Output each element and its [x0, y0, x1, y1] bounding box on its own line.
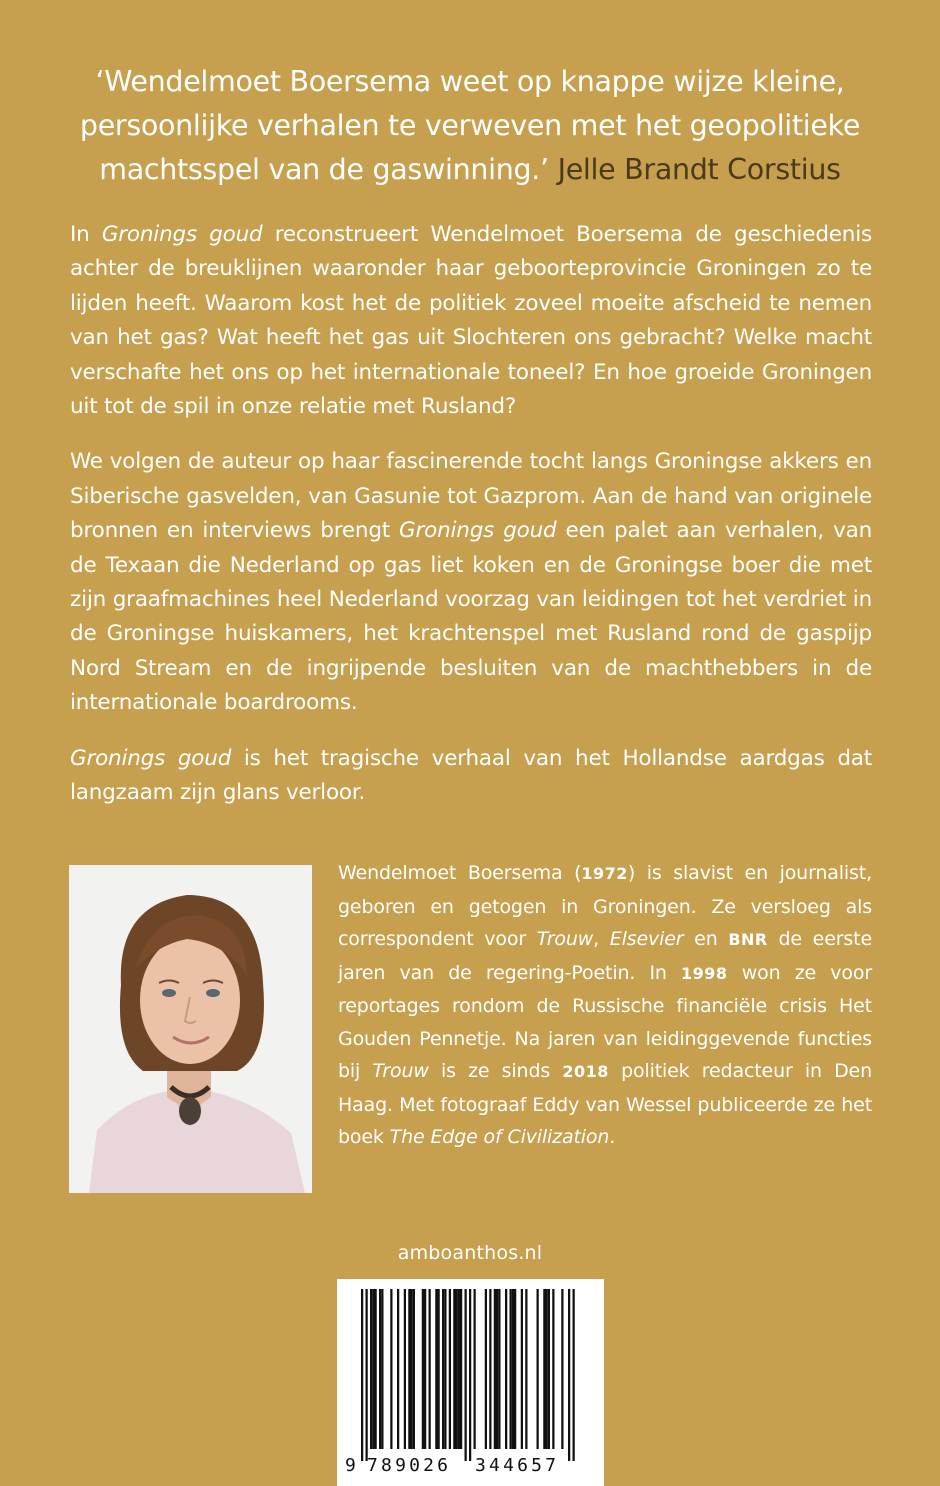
author-bio: [338, 857, 872, 1154]
barcode-bar: [546, 1289, 548, 1449]
barcode-guard-bar: [469, 1289, 471, 1461]
barcode-bar: [525, 1289, 527, 1449]
barcode-bar: [390, 1289, 392, 1449]
blurb-paragraph-3: [70, 742, 872, 811]
barcode-bar: [438, 1289, 440, 1449]
bio-text: ,: [593, 928, 610, 950]
blurb-paragraph-2: [70, 445, 872, 720]
barcode-guard-bar: [573, 1289, 575, 1461]
barcode-bar: [494, 1289, 496, 1449]
publication-trouw: Trouw: [536, 928, 594, 950]
isbn-barcode: [337, 1279, 604, 1486]
bio-text: is ze sinds: [428, 1060, 563, 1082]
isbn-first-digit: 9: [345, 1455, 357, 1476]
barcode-guard-bar: [465, 1289, 467, 1461]
barcode-bar: [422, 1289, 424, 1449]
publication-trouw: Trouw: [372, 1060, 429, 1082]
publisher-website: amboanthos.nl: [397, 1242, 543, 1264]
barcode-bar: [496, 1289, 498, 1449]
barcode-bar: [375, 1289, 377, 1449]
bio-paragraph: [338, 857, 872, 1154]
barcode-guard-bar: [366, 1289, 368, 1461]
barcode-bar: [543, 1289, 545, 1449]
quote-attribution: Jelle Brandt Corstius: [557, 153, 841, 186]
barcode-bar: [429, 1289, 431, 1449]
barcode-bar: [397, 1289, 399, 1449]
blurb-text: is het tragische verhaal van het Hollandse aardgas dat langzaam zijn glans verloor.: [70, 745, 872, 806]
author-photo: [69, 865, 312, 1193]
barcode-guard-bar: [568, 1289, 570, 1461]
barcode-bar: [548, 1289, 550, 1449]
bio-text: won ze voor reportages rondom de Russische financiële crisis Het Gouden Pennetje. Na jaren van leidinggevende functies bij: [338, 961, 872, 1082]
barcode-bar: [514, 1289, 516, 1449]
book-title: Gronings goud: [70, 745, 232, 771]
bio-text: .: [609, 1126, 616, 1148]
isbn-right-digits: 344657: [475, 1455, 560, 1476]
barcode-bar: [512, 1289, 514, 1449]
book-title-edge-of-civilization: The Edge of Civilization: [389, 1126, 610, 1148]
bio-year: 1972: [581, 864, 628, 883]
barcode-bar: [458, 1289, 460, 1449]
barcode-bar: [444, 1289, 446, 1449]
quote-text: ‘Wendelmoet Boersema weet op knappe wijze kleine, persoonlijke verhalen te verweven met het geopolitieke machtsspel van de gaswinning.’: [79, 65, 861, 186]
publication-bnr: BNR: [728, 930, 768, 949]
bio-text: en: [683, 928, 729, 950]
barcode-bar: [521, 1289, 523, 1449]
barcode-bar: [489, 1289, 491, 1449]
bio-year: 2018: [562, 1062, 609, 1081]
barcode-bar: [498, 1289, 500, 1449]
blurb-paragraph-1: [70, 218, 872, 424]
barcode-bar: [424, 1289, 426, 1449]
barcode-bar: [449, 1289, 451, 1449]
barcode-bar: [442, 1289, 444, 1449]
barcode-bar: [561, 1289, 563, 1449]
barcode-bar: [460, 1289, 462, 1449]
barcode-bar: [474, 1289, 476, 1449]
blurb-text: een palet aan verhalen, van de Texaan die Nederland op gas liet koken en de Groningse boer die met zijn graafmachines heel Nederland voorzag van leidingen tot het verdriet in de Groningse huiskamers, het krachtenspel met Rusland rond de gaspijp Nord Stream en de ingrijpende besluiten van de machthebbers in de internationale boardrooms.: [70, 518, 873, 716]
barcode-bar: [408, 1289, 410, 1449]
barcode-bar: [413, 1289, 415, 1449]
bio-text: politiek redacteur in Den Haag. Met fotograaf Eddy van Wessel publiceerde ze het boek: [338, 1060, 872, 1148]
barcode-bar: [453, 1289, 455, 1449]
barcode-guard-bar: [361, 1289, 363, 1461]
barcode-bar: [456, 1289, 458, 1449]
bio-year: 1998: [681, 963, 728, 983]
barcode-bar: [435, 1289, 437, 1449]
isbn-left-digits: 789026: [367, 1455, 452, 1476]
author-portrait-illustration: [69, 865, 312, 1193]
barcode-bar: [510, 1289, 512, 1449]
book-title: Gronings goud: [399, 518, 557, 544]
barcode-bar: [381, 1289, 383, 1449]
blurb-text: reconstrueert Wendelmoet Boersema de geschiedenis achter de breuklijnen waaronder haar geboorteprovincie Groningen zo te lijden heeft. Waarom kost het de politiek zoveel moeite afscheid te nemen van het gas? Wat heeft het gas uit Slochteren ons gebracht? Welke macht verschafte het ons op het internationale toneel? En hoe groeide Groningen uit tot de spil in onze relatie met Rusland?: [70, 222, 872, 420]
barcode-bar: [552, 1289, 554, 1449]
barcode-bar: [379, 1289, 381, 1449]
cover-quote: [60, 60, 880, 192]
barcode-bar: [411, 1289, 413, 1449]
bio-text: ) is slavist en journalist, geboren en getogen in Groningen. Ze versloeg als correspondent voor: [338, 862, 872, 950]
blurb-text: We volgen de auteur op haar fascinerende tocht langs Groningse akkers en Siberische gasvelden, van Gasunie tot Gazprom. Aan de hand van originele bronnen en interviews brengt: [70, 449, 872, 544]
barcode-bar: [372, 1289, 374, 1449]
barcode-bar: [505, 1289, 507, 1449]
blurb-text: In: [70, 222, 102, 247]
bio-text: Wendelmoet Boersema (: [338, 862, 582, 884]
book-blurb: [70, 218, 872, 811]
barcode-bar: [404, 1289, 406, 1449]
book-title: Gronings goud: [101, 222, 263, 247]
barcode-bar: [485, 1289, 487, 1449]
barcode-bar: [537, 1289, 539, 1449]
bio-text: de eerste jaren van de regering-Poetin. In: [338, 928, 872, 984]
publication-elsevier: Elsevier: [609, 928, 684, 950]
barcode-bar: [370, 1289, 372, 1449]
